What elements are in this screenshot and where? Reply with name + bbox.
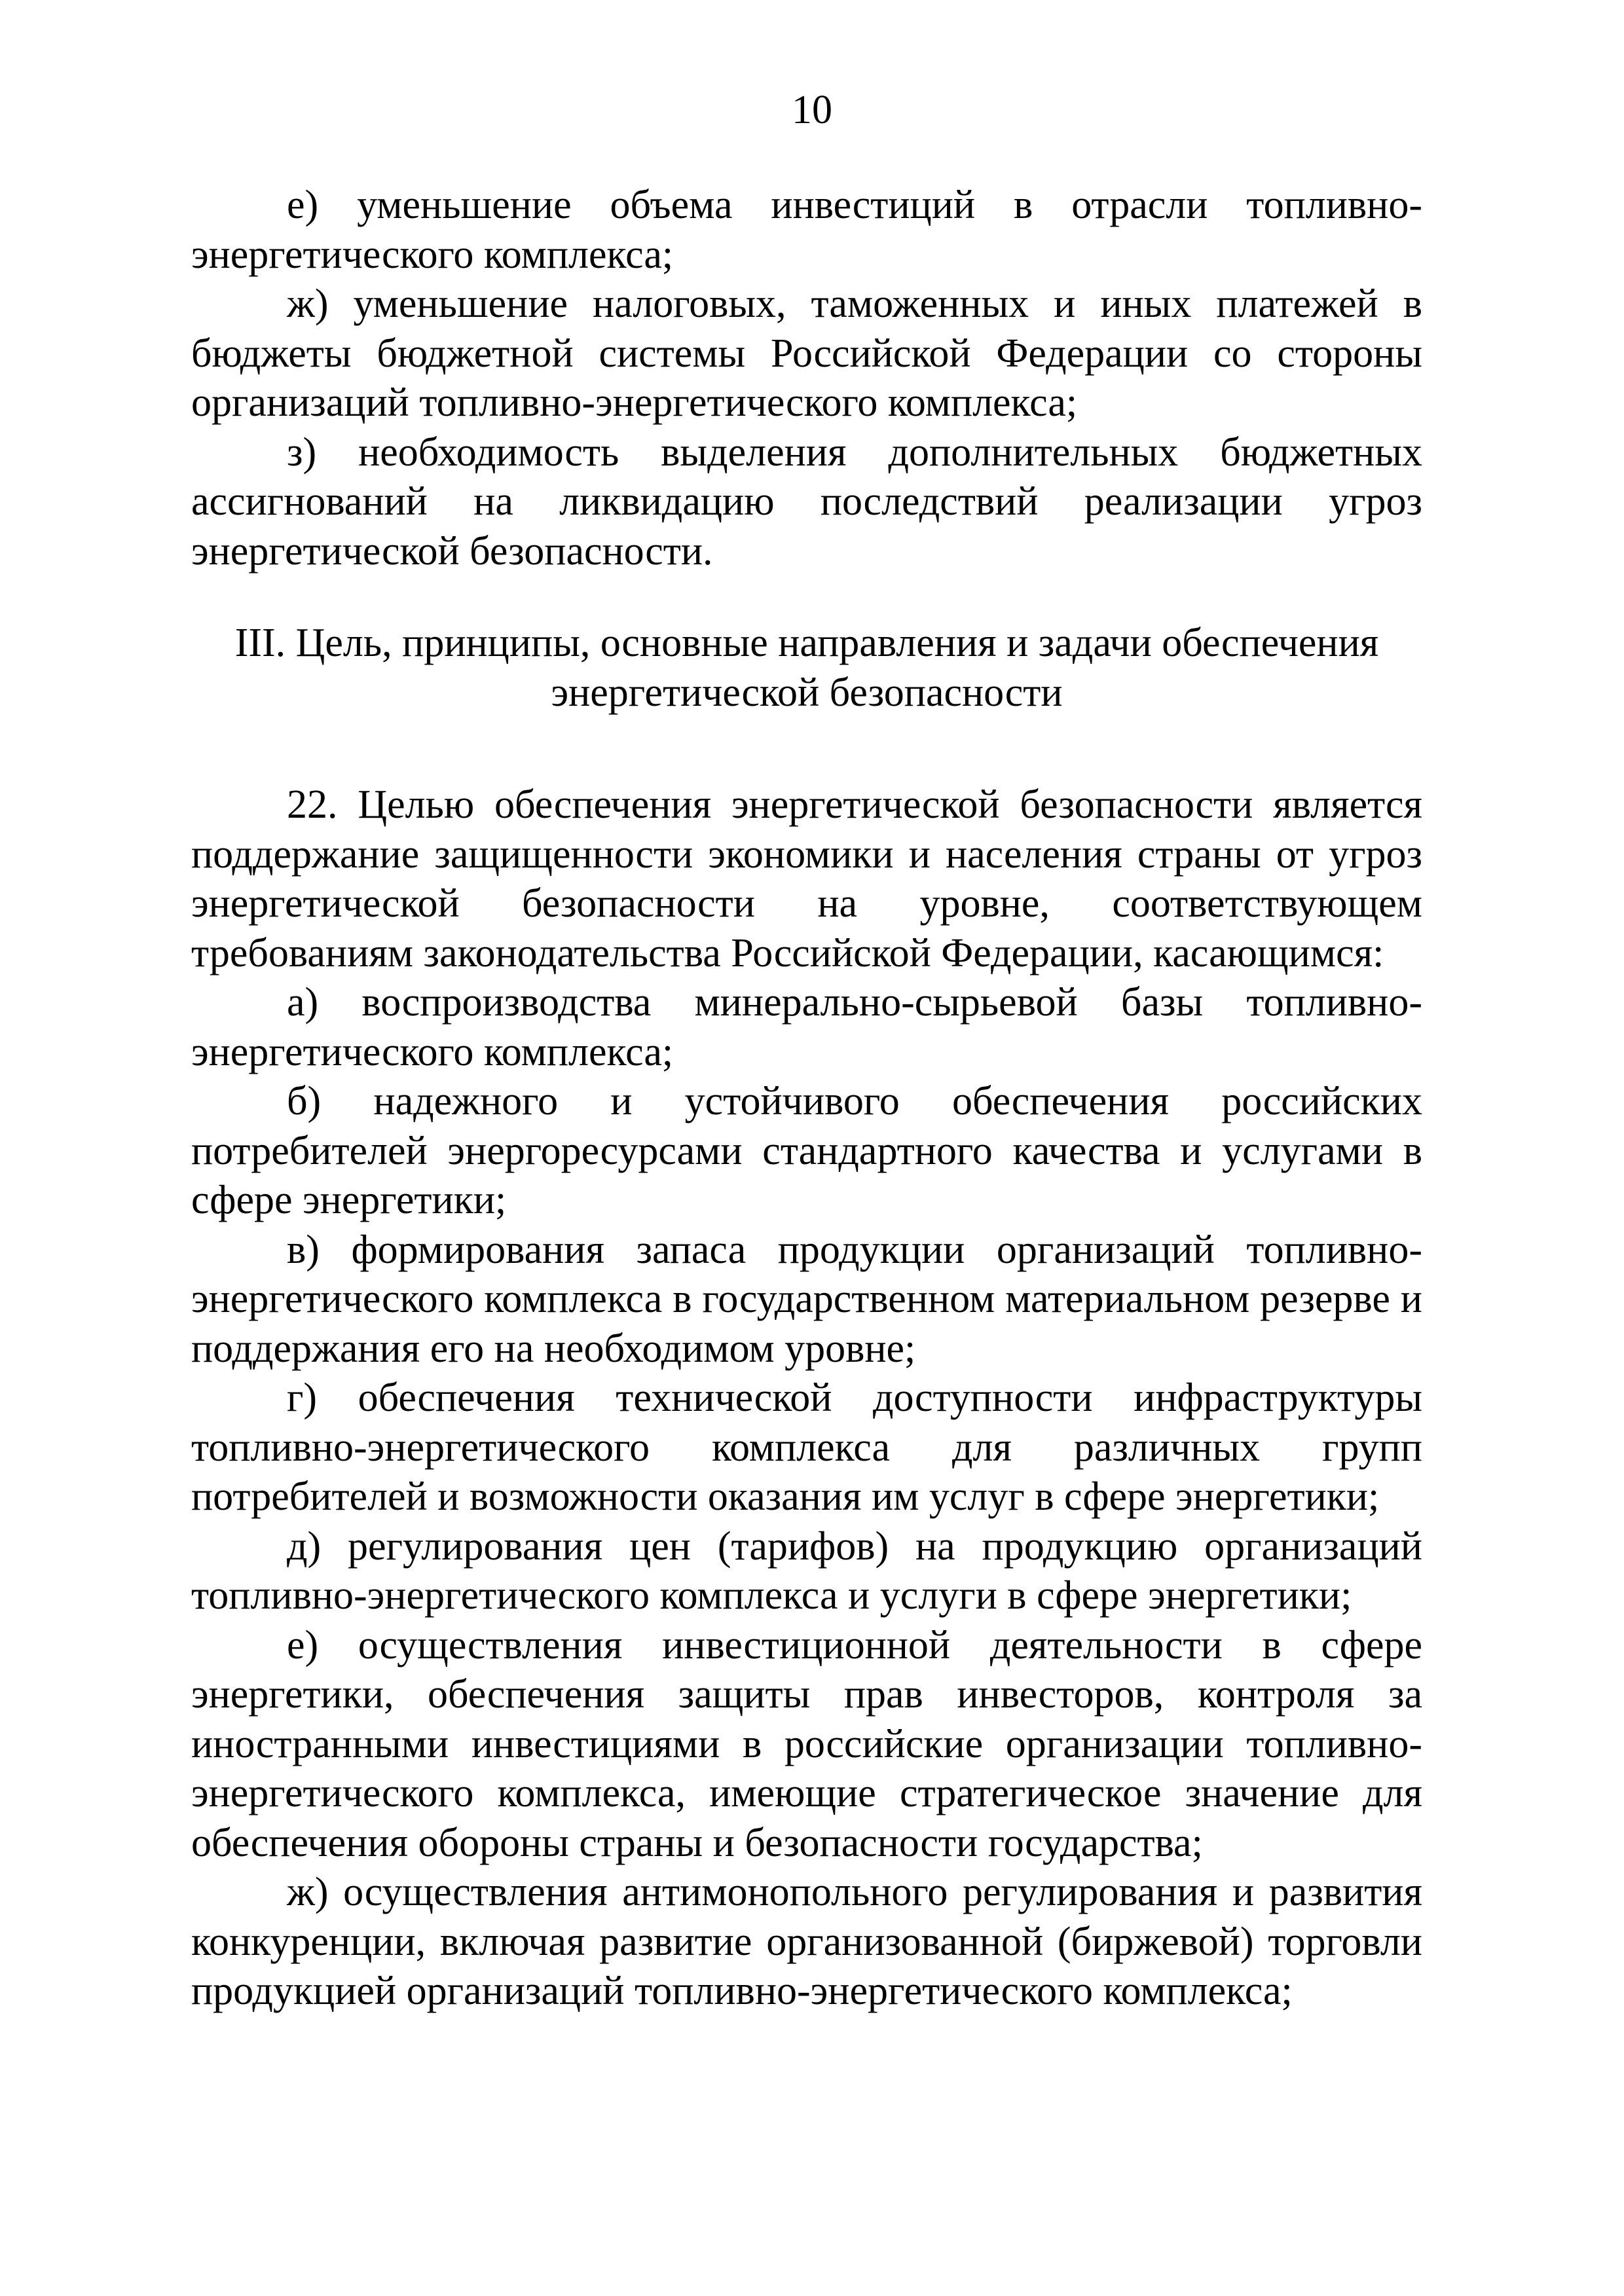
list-item: б) надежного и устойчивого обеспечения российских потребителей энергоресурсами стандартного качества и услугами в сфере энергетики; [191,1079,1422,1222]
list-item: е) уменьшение объема инвестиций в отрасли топливно-энергетического комплекса; [191,183,1422,277]
text-block-top [191,181,1422,576]
list-item: д) регулирования цен (тарифов) на продукцию организаций топливно-энергетического комплекса и услуги в сфере энергетики; [191,1523,1422,1618]
text-block-main [191,780,1422,2016]
list-item: ж) уменьшение налоговых, таможенных и иных платежей в бюджеты бюджетной системы Российской Федерации со стороны организаций топливно-энергетического комплекса; [191,282,1422,425]
list-item: з) необходимость выделения дополнительных бюджетных ассигнований на ликвидацию последствий реализации угроз энергетической безопасности. [191,429,1422,574]
paragraph-22: 22. Целью обеспечения энергетической безопасности является поддержание защищенности экономики и населения страны от угроз энергетической безопасности на уровне, соответствующем требованиям законодательства Российской Федерации, касающимся: [191,782,1422,975]
list-item: а) воспроизводства минерально-сырьевой базы топливно-энергетического комплекса; [191,980,1422,1074]
list-item: ж) осуществления антимонопольного регулирования и развития конкуренции, включая развитие организованной (биржевой) торговли продукцией организаций топливно-энергетического комплекса; [191,1870,1422,2013]
section-heading-line: III. Цель, принципы, основные направления и задачи обеспечения [234,621,1379,665]
list-item: е) осуществления инвестиционной деятельности в сфере энергетики, обеспечения защиты прав инвесторов, контроля за иностранными инвестициями в российские организации топливно-энергетического комплекса, имеющие стратегическое значение для обеспечения обороны страны и безопасности государства; [191,1622,1422,1865]
section-heading-line: энергетической безопасности [551,670,1063,715]
list-item: г) обеспечения технической доступности инфраструктуры топливно-энергетического комплекса для различных групп потребителей и возможности оказания им услуг в сфере энергетики; [191,1376,1422,1519]
page-number: 10 [792,88,832,132]
list-item: в) формирования запаса продукции организаций топливно-энергетического комплекса в государственном материальном резерве и поддержания его на необходимом уровне; [191,1227,1422,1371]
section-heading [191,618,1422,718]
